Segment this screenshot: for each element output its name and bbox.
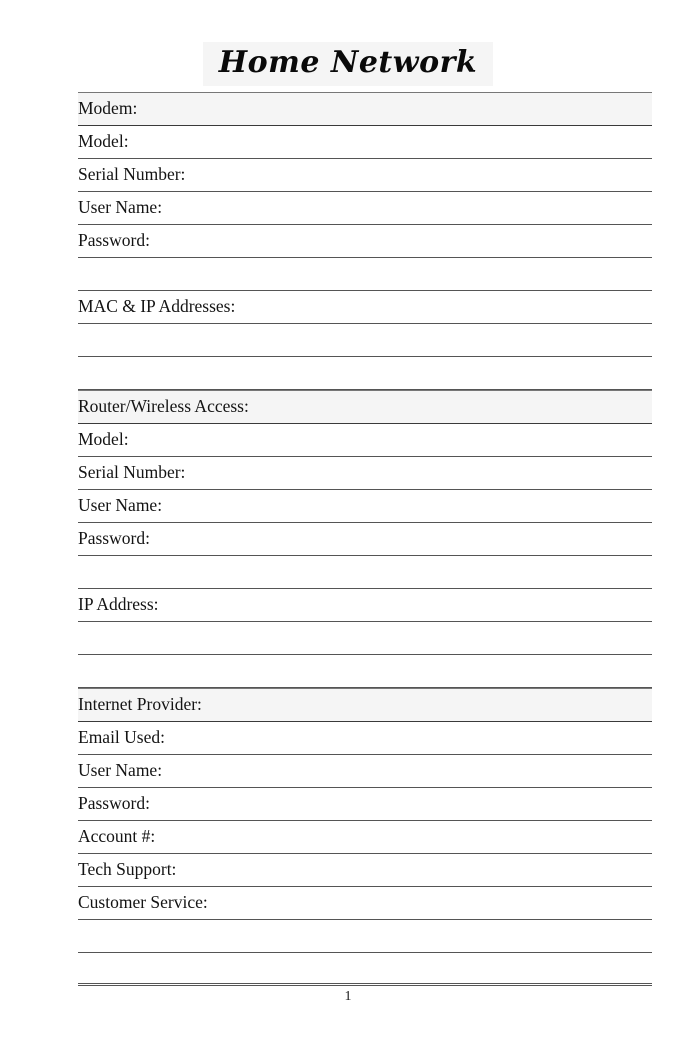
- blank-write-in-line[interactable]: [78, 655, 652, 688]
- blank-write-in-line[interactable]: [78, 920, 652, 953]
- blank-write-in-line[interactable]: [78, 324, 652, 357]
- field-label: Password:: [78, 527, 150, 548]
- section-header-label: Modem:: [78, 98, 138, 118]
- page-title: Home Network: [203, 42, 493, 86]
- form-field-row[interactable]: [78, 887, 652, 920]
- field-label: MAC & IP Addresses:: [78, 295, 240, 316]
- blank-write-in-line[interactable]: [78, 258, 652, 291]
- form-field-row[interactable]: [78, 126, 652, 159]
- field-label: Password:: [78, 792, 155, 813]
- section-header-label: Internet Provider:: [78, 694, 202, 714]
- form-body: [78, 92, 652, 986]
- field-label: User Name:: [78, 759, 163, 780]
- field-label: Model:: [78, 428, 129, 449]
- field-label: Serial Number:: [78, 461, 186, 482]
- form-field-row[interactable]: [78, 490, 652, 523]
- field-label: IP Address:: [78, 593, 163, 614]
- form-field-row[interactable]: [78, 457, 652, 490]
- form-field-row[interactable]: [78, 854, 652, 887]
- field-label: Serial Number:: [78, 163, 190, 184]
- field-label: Model:: [78, 130, 129, 151]
- field-label: User Name:: [78, 494, 163, 515]
- section-header: [78, 688, 652, 722]
- field-label: Tech Support:: [78, 858, 177, 879]
- field-label: Email Used:: [78, 726, 170, 747]
- form-field-row[interactable]: [78, 589, 652, 622]
- field-label: Password:: [78, 229, 150, 250]
- blank-write-in-line[interactable]: [78, 357, 652, 390]
- field-label: Account #:: [78, 825, 156, 846]
- field-label: User Name:: [78, 196, 163, 217]
- form-field-row[interactable]: [78, 291, 652, 324]
- page-title-container: [0, 42, 696, 86]
- blank-write-in-line[interactable]: [78, 556, 652, 589]
- page-number: 1: [344, 989, 352, 1004]
- footer-divider: [78, 983, 652, 984]
- form-field-row[interactable]: [78, 192, 652, 225]
- section-header-label: Router/Wireless Access:: [78, 396, 249, 416]
- blank-write-in-line[interactable]: [78, 953, 652, 986]
- form-field-row[interactable]: [78, 225, 652, 258]
- form-field-row[interactable]: [78, 424, 652, 457]
- blank-write-in-line[interactable]: [78, 622, 652, 655]
- form-field-row[interactable]: [78, 523, 652, 556]
- form-field-row[interactable]: [78, 821, 652, 854]
- form-field-row[interactable]: [78, 788, 652, 821]
- section-header: [78, 390, 652, 424]
- form-field-row[interactable]: [78, 722, 652, 755]
- form-field-row[interactable]: [78, 159, 652, 192]
- section-header: [78, 92, 652, 126]
- field-label: Customer Service:: [78, 891, 208, 912]
- form-field-row[interactable]: [78, 755, 652, 788]
